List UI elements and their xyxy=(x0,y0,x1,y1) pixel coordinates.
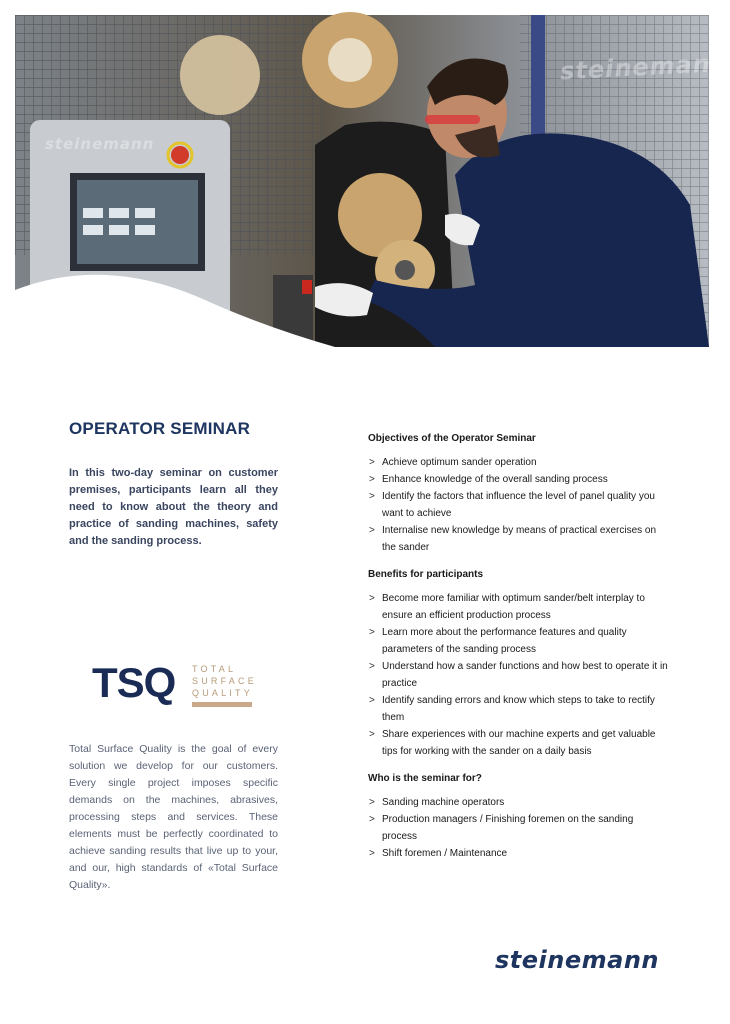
list-item: > Shift foremen / Maintenance xyxy=(368,845,668,862)
list-item: > Achieve optimum sander operation xyxy=(368,454,668,471)
list-item: > Identify sanding errors and know which steps to take to rectify them xyxy=(368,692,668,726)
tsq-mark: TSQ xyxy=(92,659,176,706)
list-item: > Learn more about the performance features and quality parameters of the sanding process xyxy=(368,624,668,658)
list-item: > Share experiences with our machine experts and get valuable tips for working with the sander on a daily basis xyxy=(368,726,668,760)
section-heading-objectives: Objectives of the Operator Seminar xyxy=(368,433,536,444)
audience-list xyxy=(368,794,668,862)
list-item: > Sanding machine operators xyxy=(368,794,668,811)
tsq-accent-bar xyxy=(192,702,252,707)
list-item: > Production managers / Finishing foremen on the sanding process xyxy=(368,811,668,845)
tsq-word-surface: SURFACE xyxy=(192,676,257,686)
tsq-paragraph: Total Surface Quality is the goal of every solution we develop for our customers. Every single project imposes specific demands on the machines, abrasives, processing steps and services. These elements must be perfectly coordinated to achieve sanding results that live up to your, and our, high standards of «Total Surface Quality». xyxy=(69,743,278,891)
tsq-logo xyxy=(92,660,257,710)
wall-brand-text: steinemann xyxy=(559,48,730,86)
panel-brand-text: steinemann xyxy=(45,135,155,153)
objectives-list xyxy=(368,454,668,556)
page-title: OPERATOR SEMINAR xyxy=(69,419,251,438)
list-item: > Enhance knowledge of the overall sanding process xyxy=(368,471,668,488)
steinemann-logo: steinemann xyxy=(495,946,659,974)
benefits-list xyxy=(368,590,668,760)
hero-photo xyxy=(15,15,730,347)
list-item: > Understand how a sander functions and how best to operate it in practice xyxy=(368,658,668,692)
list-item: > Internalise new knowledge by means of practical exercises on the sander xyxy=(368,522,668,556)
tsq-words xyxy=(192,663,257,699)
list-item: > Become more familiar with optimum sander/belt interplay to ensure an efficient production process xyxy=(368,590,668,624)
tsq-word-total: TOTAL xyxy=(192,664,237,674)
tsq-word-quality: QUALITY xyxy=(192,688,253,698)
seminar-details xyxy=(368,432,668,862)
intro-paragraph: In this two-day seminar on customer premises, participants learn all they need to know about the theory and practice of sanding machines, safety and the sanding process. xyxy=(69,467,278,547)
section-heading-audience: Who is the seminar for? xyxy=(368,773,482,784)
list-item: > Identify the factors that influence the level of panel quality you want to achieve xyxy=(368,488,668,522)
section-heading-benefits: Benefits for participants xyxy=(368,569,484,580)
